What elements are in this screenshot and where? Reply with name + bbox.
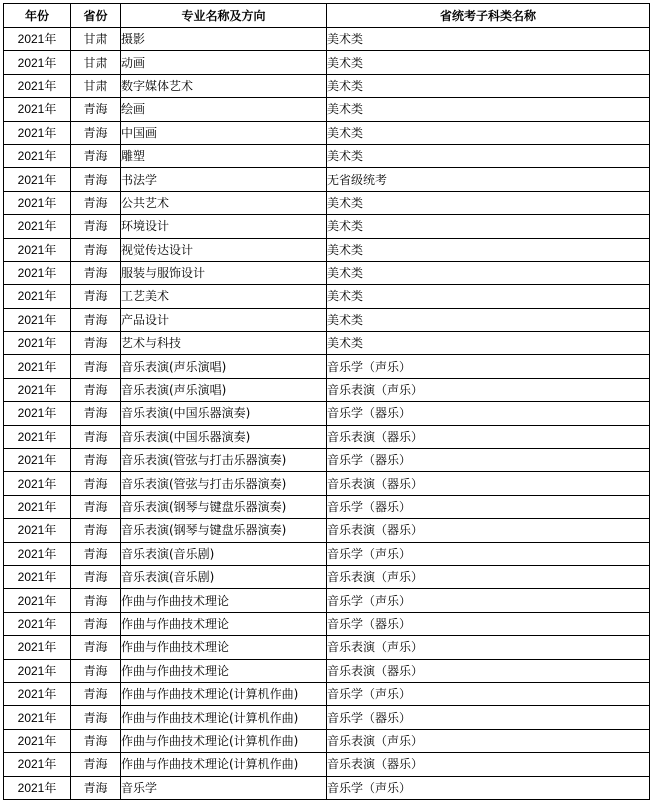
cell-year: 2021年 <box>4 542 71 565</box>
table-row <box>4 542 650 565</box>
cell-year: 2021年 <box>4 495 71 518</box>
cell-category: 美术类 <box>327 121 650 144</box>
cell-major: 作曲与作曲技术理论 <box>121 659 327 682</box>
cell-year: 2021年 <box>4 519 71 542</box>
cell-province: 青海 <box>71 659 121 682</box>
cell-category: 音乐表演（器乐） <box>327 472 650 495</box>
cell-year: 2021年 <box>4 332 71 355</box>
cell-province: 青海 <box>71 729 121 752</box>
cell-province: 青海 <box>71 191 121 214</box>
cell-category: 音乐学（声乐） <box>327 682 650 705</box>
table-row <box>4 682 650 705</box>
table-row <box>4 191 650 214</box>
cell-province: 青海 <box>71 519 121 542</box>
cell-category: 美术类 <box>327 191 650 214</box>
cell-category: 音乐学（声乐） <box>327 542 650 565</box>
cell-category: 音乐学（器乐） <box>327 449 650 472</box>
cell-category: 音乐表演（器乐） <box>327 425 650 448</box>
cell-year: 2021年 <box>4 402 71 425</box>
table-row <box>4 753 650 776</box>
cell-major: 视觉传达设计 <box>121 238 327 261</box>
cell-year: 2021年 <box>4 449 71 472</box>
cell-year: 2021年 <box>4 753 71 776</box>
cell-year: 2021年 <box>4 729 71 752</box>
cell-major: 作曲与作曲技术理论 <box>121 612 327 635</box>
cell-major: 音乐表演(声乐演唱) <box>121 355 327 378</box>
header-row <box>4 4 650 28</box>
cell-year: 2021年 <box>4 285 71 308</box>
cell-province: 甘肃 <box>71 28 121 51</box>
cell-year: 2021年 <box>4 98 71 121</box>
cell-major: 艺术与科技 <box>121 332 327 355</box>
table-row <box>4 121 650 144</box>
major-category-table <box>3 3 650 800</box>
header-year: 年份 <box>4 4 71 28</box>
cell-major: 作曲与作曲技术理论(计算机作曲) <box>121 753 327 776</box>
cell-year: 2021年 <box>4 28 71 51</box>
table-row <box>4 74 650 97</box>
cell-province: 青海 <box>71 753 121 776</box>
cell-province: 甘肃 <box>71 74 121 97</box>
table-row <box>4 776 650 799</box>
cell-year: 2021年 <box>4 565 71 588</box>
cell-province: 青海 <box>71 168 121 191</box>
table-row <box>4 729 650 752</box>
table-row <box>4 589 650 612</box>
cell-year: 2021年 <box>4 589 71 612</box>
cell-major: 环境设计 <box>121 215 327 238</box>
cell-major: 音乐表演(中国乐器演奏) <box>121 425 327 448</box>
cell-major: 音乐表演(音乐剧) <box>121 565 327 588</box>
header-province: 省份 <box>71 4 121 28</box>
cell-category: 音乐学（器乐） <box>327 706 650 729</box>
cell-major: 摄影 <box>121 28 327 51</box>
cell-category: 音乐学（声乐） <box>327 589 650 612</box>
cell-major: 作曲与作曲技术理论(计算机作曲) <box>121 682 327 705</box>
cell-year: 2021年 <box>4 74 71 97</box>
cell-category: 美术类 <box>327 215 650 238</box>
table-row <box>4 98 650 121</box>
cell-province: 青海 <box>71 636 121 659</box>
cell-major: 动画 <box>121 51 327 74</box>
cell-province: 甘肃 <box>71 51 121 74</box>
table-row <box>4 565 650 588</box>
cell-major: 音乐表演(声乐演唱) <box>121 378 327 401</box>
cell-major: 公共艺术 <box>121 191 327 214</box>
cell-category: 音乐表演（声乐） <box>327 378 650 401</box>
cell-province: 青海 <box>71 589 121 612</box>
cell-category: 音乐学（器乐） <box>327 402 650 425</box>
cell-major: 书法学 <box>121 168 327 191</box>
cell-year: 2021年 <box>4 612 71 635</box>
cell-category: 音乐表演（声乐） <box>327 729 650 752</box>
cell-year: 2021年 <box>4 168 71 191</box>
table-row <box>4 472 650 495</box>
cell-major: 音乐表演(中国乐器演奏) <box>121 402 327 425</box>
table-row <box>4 659 650 682</box>
cell-category: 美术类 <box>327 332 650 355</box>
table-row <box>4 285 650 308</box>
cell-category: 音乐学（器乐） <box>327 495 650 518</box>
cell-province: 青海 <box>71 495 121 518</box>
table-row <box>4 28 650 51</box>
cell-province: 青海 <box>71 98 121 121</box>
cell-major: 音乐表演(音乐剧) <box>121 542 327 565</box>
cell-major: 中国画 <box>121 121 327 144</box>
cell-province: 青海 <box>71 332 121 355</box>
cell-year: 2021年 <box>4 355 71 378</box>
cell-province: 青海 <box>71 121 121 144</box>
table-row <box>4 495 650 518</box>
cell-major: 工艺美术 <box>121 285 327 308</box>
cell-year: 2021年 <box>4 261 71 284</box>
cell-major: 产品设计 <box>121 308 327 331</box>
table-row <box>4 706 650 729</box>
cell-major: 音乐学 <box>121 776 327 799</box>
table-row <box>4 355 650 378</box>
cell-major: 作曲与作曲技术理论 <box>121 589 327 612</box>
cell-province: 青海 <box>71 238 121 261</box>
cell-province: 青海 <box>71 402 121 425</box>
cell-category: 无省级统考 <box>327 168 650 191</box>
cell-major: 服装与服饰设计 <box>121 261 327 284</box>
cell-year: 2021年 <box>4 51 71 74</box>
cell-province: 青海 <box>71 425 121 448</box>
cell-category: 美术类 <box>327 28 650 51</box>
cell-province: 青海 <box>71 472 121 495</box>
cell-province: 青海 <box>71 776 121 799</box>
cell-category: 美术类 <box>327 51 650 74</box>
cell-major: 作曲与作曲技术理论(计算机作曲) <box>121 706 327 729</box>
table-row <box>4 636 650 659</box>
cell-province: 青海 <box>71 355 121 378</box>
cell-year: 2021年 <box>4 191 71 214</box>
table-header <box>4 4 650 28</box>
cell-province: 青海 <box>71 682 121 705</box>
cell-province: 青海 <box>71 542 121 565</box>
cell-category: 音乐表演（器乐） <box>327 519 650 542</box>
table-row <box>4 261 650 284</box>
cell-year: 2021年 <box>4 706 71 729</box>
cell-category: 音乐学（声乐） <box>327 776 650 799</box>
cell-category: 美术类 <box>327 261 650 284</box>
cell-category: 美术类 <box>327 98 650 121</box>
cell-category: 美术类 <box>327 285 650 308</box>
table-row <box>4 612 650 635</box>
table-row <box>4 425 650 448</box>
header-category: 省统考子科类名称 <box>327 4 650 28</box>
cell-year: 2021年 <box>4 682 71 705</box>
cell-province: 青海 <box>71 378 121 401</box>
table-body <box>4 28 650 800</box>
cell-category: 音乐表演（声乐） <box>327 565 650 588</box>
cell-year: 2021年 <box>4 636 71 659</box>
cell-province: 青海 <box>71 261 121 284</box>
cell-year: 2021年 <box>4 238 71 261</box>
table-row <box>4 51 650 74</box>
cell-province: 青海 <box>71 144 121 167</box>
table-row <box>4 378 650 401</box>
cell-major: 音乐表演(管弦与打击乐器演奏) <box>121 472 327 495</box>
table-row <box>4 519 650 542</box>
cell-major: 数字媒体艺术 <box>121 74 327 97</box>
cell-year: 2021年 <box>4 144 71 167</box>
cell-major: 音乐表演(钢琴与键盘乐器演奏) <box>121 495 327 518</box>
cell-major: 音乐表演(管弦与打击乐器演奏) <box>121 449 327 472</box>
table-row <box>4 215 650 238</box>
cell-major: 音乐表演(钢琴与键盘乐器演奏) <box>121 519 327 542</box>
cell-year: 2021年 <box>4 659 71 682</box>
cell-province: 青海 <box>71 612 121 635</box>
table-row <box>4 168 650 191</box>
cell-year: 2021年 <box>4 215 71 238</box>
cell-major: 作曲与作曲技术理论(计算机作曲) <box>121 729 327 752</box>
header-major: 专业名称及方向 <box>121 4 327 28</box>
cell-year: 2021年 <box>4 308 71 331</box>
cell-province: 青海 <box>71 215 121 238</box>
cell-category: 美术类 <box>327 308 650 331</box>
cell-category: 音乐学（器乐） <box>327 612 650 635</box>
cell-year: 2021年 <box>4 378 71 401</box>
cell-province: 青海 <box>71 565 121 588</box>
cell-province: 青海 <box>71 308 121 331</box>
table-row <box>4 238 650 261</box>
cell-category: 音乐学（声乐） <box>327 355 650 378</box>
cell-year: 2021年 <box>4 425 71 448</box>
cell-category: 音乐表演（声乐） <box>327 636 650 659</box>
cell-major: 绘画 <box>121 98 327 121</box>
cell-province: 青海 <box>71 449 121 472</box>
cell-year: 2021年 <box>4 472 71 495</box>
cell-province: 青海 <box>71 706 121 729</box>
table-row <box>4 144 650 167</box>
cell-year: 2021年 <box>4 776 71 799</box>
cell-major: 作曲与作曲技术理论 <box>121 636 327 659</box>
cell-province: 青海 <box>71 285 121 308</box>
cell-category: 美术类 <box>327 74 650 97</box>
table-row <box>4 402 650 425</box>
cell-category: 音乐表演（器乐） <box>327 753 650 776</box>
table-row <box>4 449 650 472</box>
table-row <box>4 332 650 355</box>
cell-category: 美术类 <box>327 144 650 167</box>
cell-major: 雕塑 <box>121 144 327 167</box>
table-row <box>4 308 650 331</box>
cell-year: 2021年 <box>4 121 71 144</box>
cell-category: 音乐表演（器乐） <box>327 659 650 682</box>
cell-category: 美术类 <box>327 238 650 261</box>
